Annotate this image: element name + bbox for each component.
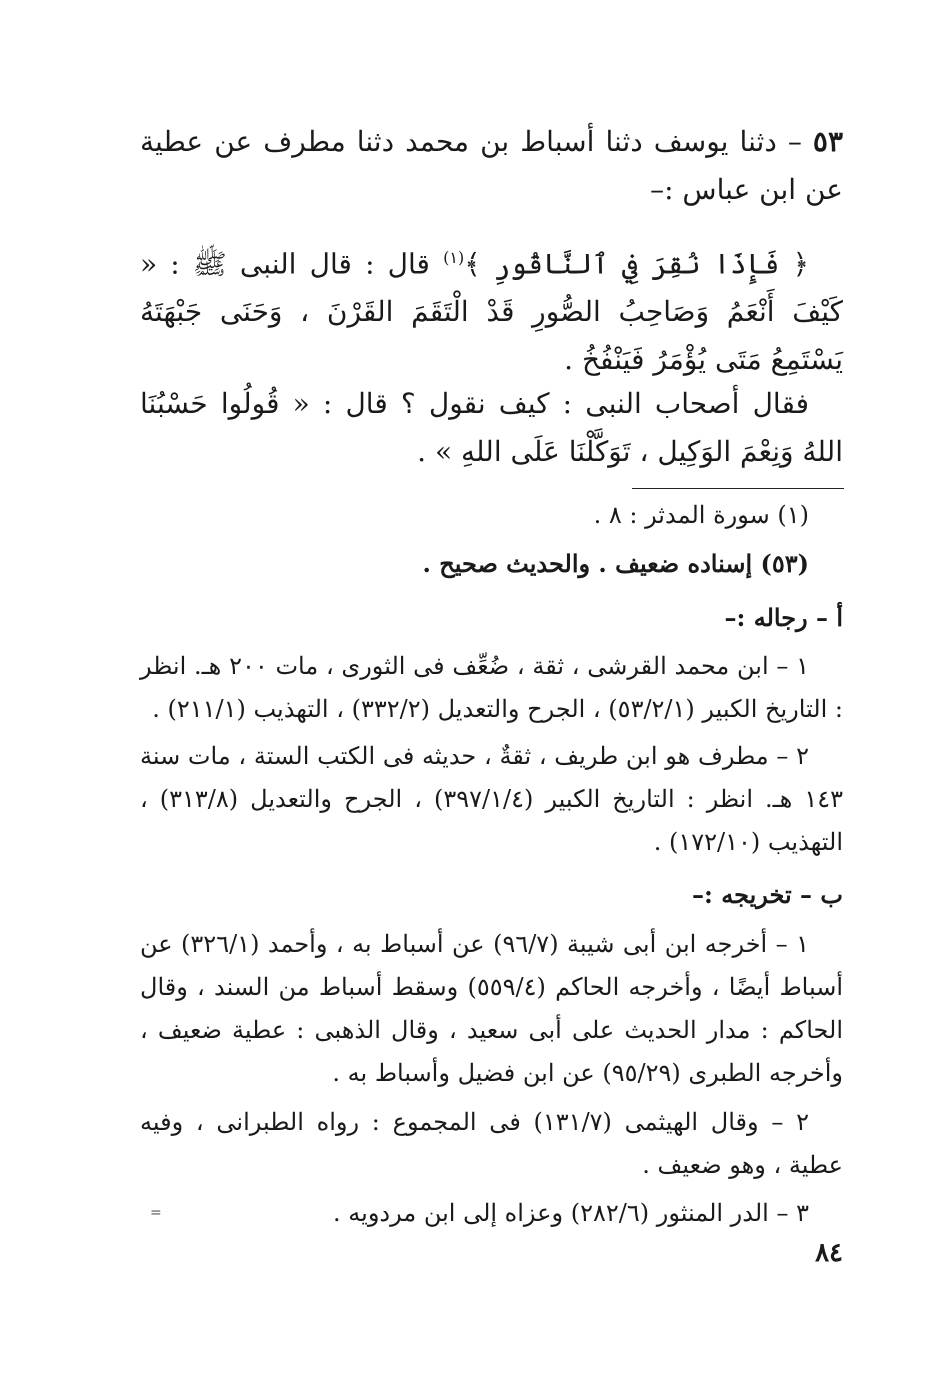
hadith-isnad: – دثنا يوسف دثنا أسباط بن محمد دثنا مطرف عن عطية عن ابن عباس :– [140,125,843,206]
narrators-heading: أ – رجاله :– [724,603,843,632]
prophet-saying: قال : قال النبى ﷺ : « كَيْفَ أَنْعَمُ وَصَاحِبُ الصُّورِ قَدْ الْتَقَمَ القَرْنَ ، وَحَنَى جَبْهَتَهُ يَسْتَمِعُ مَتَى يُؤْمَرُ فَيَنْفُخُ . [140,247,843,377]
takhrij-item: ٣ – الدر المنثور (٢٨٢/٦) وعزاه إلى ابن مردويه . [333,1199,809,1227]
hadith-matn [140,234,843,384]
footnote-divider [632,488,844,489]
takhrij-heading: ب – تخريجه :– [692,880,843,909]
page-number: ٨٤ [815,1238,843,1268]
margin-mark: = [150,1205,162,1221]
grading: (٥٣) إسناده ضعيف . والحديث صحيح . [422,549,809,578]
narrator-item: ٢ – مطرف هو ابن طريف ، ثقةٌ ، حديثه فى الكتب الستة ، مات سنة ١٤٣ هـ. انظر : التاريخ الكبير (٣٩٧/١/٤) ، الجرح والتعديل (٣١٣/٨) ، التهذيب (١٧٢/١٠) . [140,742,843,856]
hadith-number: ٥٣ [812,125,843,158]
takhrij-item: ٢ – وقال الهيثمى (١٣١/٧) فى المجموع : رواه الطبرانى ، وفيه عطية ، وهو ضعيف . [140,1108,843,1179]
footnote-ref: (١) [443,248,465,267]
hadith-narration [140,118,843,214]
footnote: (١) سورة المدثر : ٨ . [593,501,809,529]
quran-verse: ﴿ فَإِذَا نُقِرَ فِي ٱلنَّاقُورِ ﴾ [464,247,809,281]
companions-question: فقال أصحاب النبى : كيف نقول ؟ قال : « قُولُوا حَسْبُنَا اللهُ وَنِعْمَ الوَكِيل ، تَوَكَّلْنَا عَلَى اللهِ » . [140,387,843,468]
narrator-item: ١ – ابن محمد القرشى ، ثقة ، ضُعِّف فى الثورى ، مات ٢٠٠ هـ. انظر : التاريخ الكبير (٥٣/٢/١) ، الجرح والتعديل (٣٣٢/٢) ، التهذيب (٢١١/١) . [140,652,843,723]
takhrij-item: ١ – أخرجه ابن أبى شيبة (٩٦/٧) عن أسباط به ، وأحمد (٣٢٦/١) عن أسباط أيضًا ، وأخرجه الحاكم (٥٥٩/٤) وسقط أسباط من السند ، وقال الحاكم : مدار الحديث على أبى سعيد ، وقال الذهبى : عطية ضعيف ، وأخرجه الطبرى (٩٥/٢٩) عن ابن فضيل وأسباط به . [140,930,844,1087]
